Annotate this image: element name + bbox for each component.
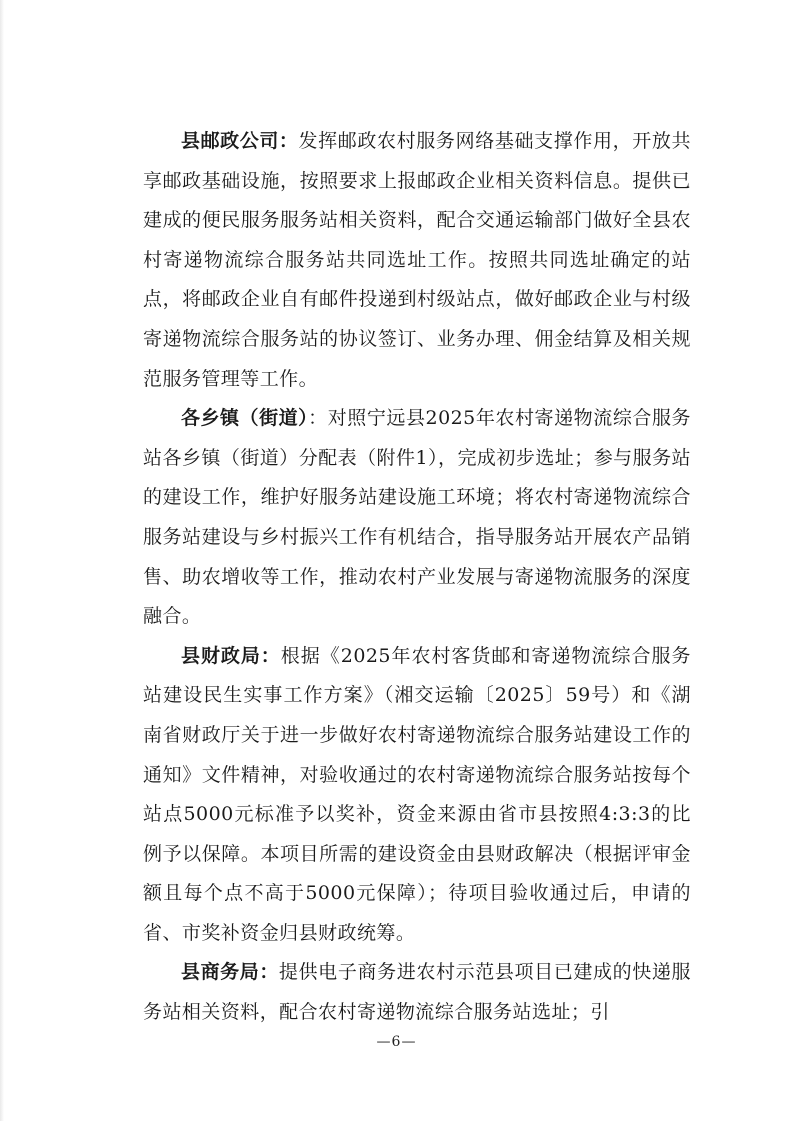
scan-edge-shadow [0,0,4,1121]
paragraph-commerce-bureau [143,953,691,1032]
paragraph-text: 提供电子商务进农村示范县项目已建成的快递服务站相关资料，配合农村寄递物流综合服务站选址；引 [143,961,691,1024]
paragraph-heading: 县邮政公司： [181,130,299,152]
paragraph-heading: 各乡镇（街道） [181,407,309,430]
paragraph-text: ：对照宁远县2025年农村寄递物流综合服务站各乡镇（街道）分配表（附件1），完成初步选址；参与服务站的建设工作，维护好服务站建设施工环境；将农村寄递物流综合服务站建设与乡村振兴工作有机结合，指导服务站开展农产品销售、助农增收等工作，推动农村产业发展与寄递物流服务的深度融合。 [143,407,691,628]
paragraph-townships [143,399,691,637]
paragraph-heading: 县商务局： [181,961,279,984]
page-number: —6— [376,1034,417,1050]
paragraph-text: 发挥邮政农村服务网络基础支撑作用，开放共享邮政基础设施，按照要求上报邮政企业相关资料信息。提供已建成的便民服务服务站相关资料，配合交通运输部门做好全县农村寄递物流综合服务站共同选址工作。按照共同选址确定的站点，将邮政企业自有邮件投递到村级站点，做好邮政企业与村级寄递物流综合服务站的协议签订、业务办理、佣金结算及相关规范服务管理等工作。 [143,130,691,390]
paragraph-heading: 县财政局： [181,644,281,667]
paragraph-text: 根据《2025年农村客货邮和寄递物流综合服务站建设民生实事工作方案》（湘交运输〔2025〕59号）和《湖南省财政厅关于进一步做好农村寄递物流综合服务站建设工作的通知》文件精神，对验收通过的农村寄递物流综合服务站按每个站点5000元标准予以奖补，资金来源由省市县按照4:3:3的比例予以保障。本项目所需的建设资金由县财政解决（根据评审金额且每个点不高于5000元保障）；待项目验收通过后，申请的省、市奖补资金归县财政统筹。 [143,644,691,944]
paragraph-postal-company [143,122,691,399]
document-body [143,122,691,1033]
paragraph-finance-bureau [143,637,691,954]
